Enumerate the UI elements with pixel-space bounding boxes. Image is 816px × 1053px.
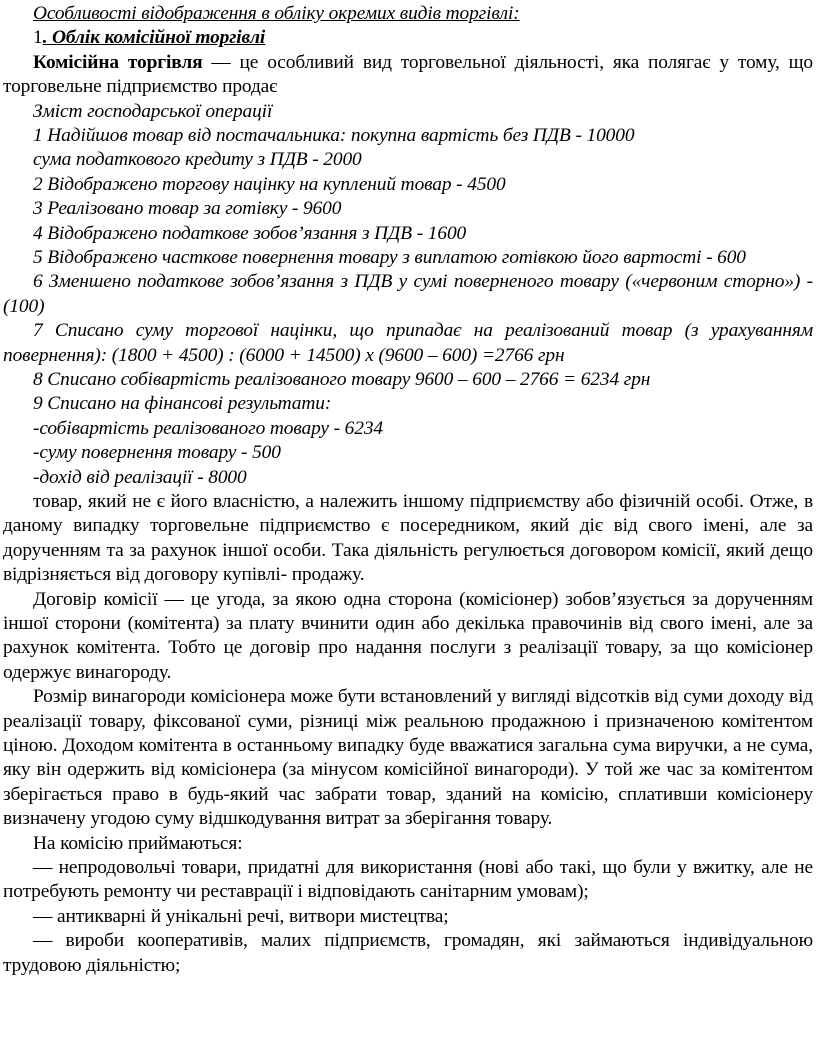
operation-7: 7 Списано суму торгової націнки, що припадає на реалізований товар (з урахуванням повернення): (1800 + 4500) : (6000 + 14500) х (9600 – 600) =2766 грн [3,320,813,366]
reward-paragraph: Розмір винагороди комісіонера може бути встановлений у вигляді відсотків від суми доходу від реалізації товару, фіксованої суми, різниці між реальною продажною і призначеною комітентом ціною. Доходом комітента в останньому випадку буде вважатися загальна сума виручки, а не сума, яку він одержить від комісіонера (за мінусом комісійної винагороди). У той же час за комітентом зберігається право в будь-який час забрати товар, зданий на комісію, сплативши комісіонеру визначену угодою суму відшкодування витрат за зберігання товару. [3,686,813,830]
operation-line: 1 Надійшов товар від постачальника: покупна вартість без ПДВ - 10000 [33,124,635,146]
definition-term: Комісійна торгівля [33,51,203,73]
sub-heading [3,26,813,50]
sub-heading-title: . Облік комісійної торгівлі [42,27,266,49]
contract-paragraph: Договір комісії — це угода, за якою одна сторона (комісіонер) зобов’язується за дорученням іншої сторони (комітента) за плату вчинити один або декілька правочинів від свого імені, але за рахунок комітента. Тобто це договір про надання послуги з реалізації товару, за що комісіонер одержує винагороду. [3,588,813,683]
accepted-item: — вироби кооперативів, малих підприємств, громадян, які займаються індивідуальною трудовою діяльністю; [3,930,813,976]
operation-line: 2 Відображено торгову націнку на куплений товар - 4500 [33,173,506,195]
operation-line: сума податкового кредиту з ПДВ - 2000 [33,149,362,171]
section-heading: Особливості відображення в обліку окремих видів торгівлі: [33,3,520,24]
operation-line: 4 Відображено податкове зобов’язання з ПДВ - 1600 [33,222,467,244]
accepted-item: — непродовольчі товари, придатні для використання (нові або такі, що були у вжитку, але не потребують ремонту чи реставрації і відповідають санітарним умовам); [3,857,813,903]
operation-line: -суму повернення товару - 500 [33,442,281,464]
operation-line: -собівартість реалізованого товару - 6234 [33,417,383,439]
operation-5: 5 Відображено часткове повернення товару з виплатою готівкою його вартості - 600 [33,246,746,268]
definition-paragraph [3,51,813,100]
definition-text: — це особливий вид торговельної діяльності, яка полягає у тому, що торговельне підприємство продає [3,51,813,98]
accepted-item: — антикварні й унікальні речі, витвори мистецтва; [33,905,449,927]
operations-title: Зміст господарської операції [33,100,273,122]
operation-6: 6 Зменшено податкове зобов’язання з ПДВ у сумі поверненого товару («червоним сторно») - (100) [3,271,813,317]
operation-line: 8 Списано собівартість реалізованого товару 9600 – 600 – 2766 = 6234 грн [33,368,651,390]
sub-heading-number: 1 [33,27,43,49]
operation-line: -дохід від реалізації - 8000 [33,466,247,488]
goods-paragraph: товар, який не є його власністю, а належить іншому підприємству або фізичній особі. Отже, в даному випадку торговельне підприємство є посередником, який діє від свого імені, але за дорученням та за рахунок іншої особи. Така діяльність регулюється договором комісії, який дещо відрізняється від договору купівлі- продажу. [3,490,813,586]
accepted-intro: На комісію приймаються: [33,832,243,854]
operation-line: 3 Реалізовано товар за готівку - 9600 [33,198,342,220]
operation-line: 9 Списано на фінансові результати: [33,393,332,415]
